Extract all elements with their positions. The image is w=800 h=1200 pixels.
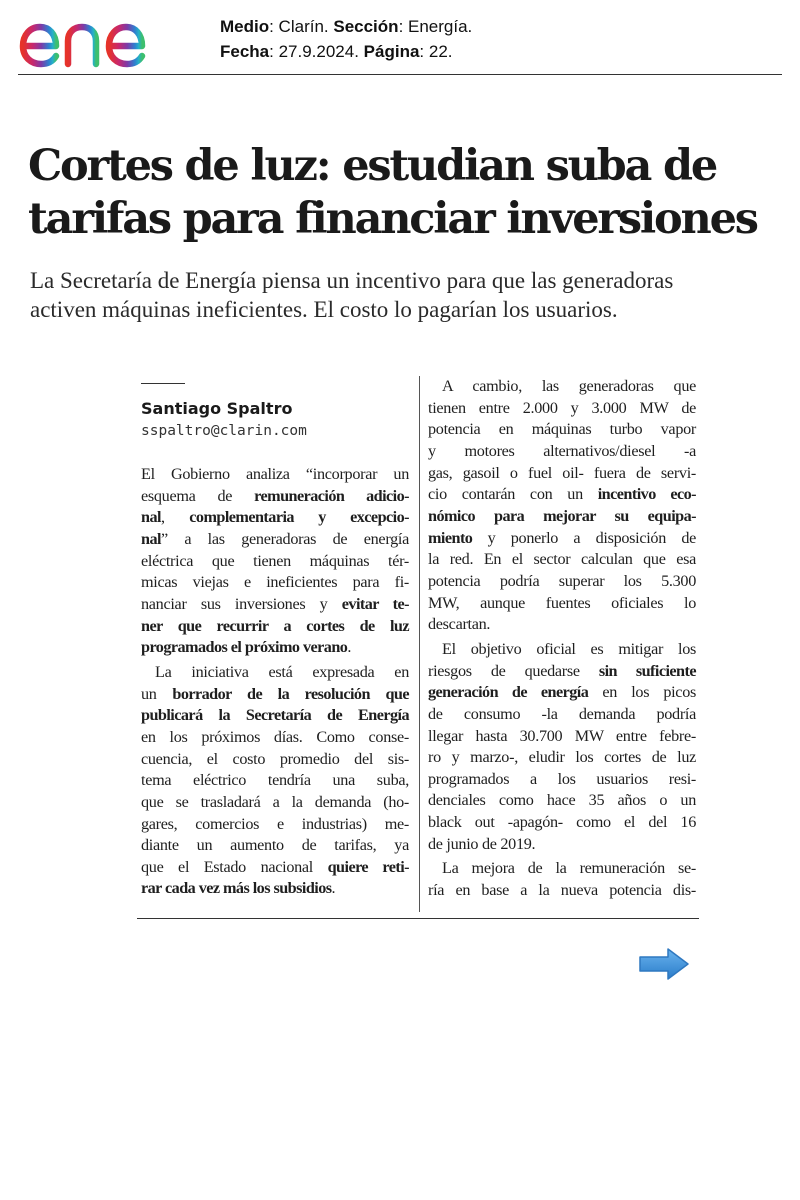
text-line: diante un aumento de tarifas, ya <box>141 836 409 855</box>
pagina-value: : 22. <box>419 42 453 61</box>
author-email[interactable]: sspaltro@clarin.com <box>141 423 307 439</box>
text-line: denciales como hace 35 años o un <box>428 791 696 810</box>
text-line: potencia en máquinas turbo vapor <box>428 420 696 439</box>
article-bottom-divider <box>137 918 699 919</box>
enel-logo <box>18 6 190 75</box>
text-line: tienen entre 2.000 y 3.000 MW de <box>428 398 696 417</box>
text-line: programados a los usuarios resi- <box>428 769 696 788</box>
text-line: nanciar sus inversiones y evitar te- <box>141 594 409 613</box>
text-line: gares, comercios e industrias) me- <box>141 814 409 833</box>
meta-line-2 <box>220 39 472 64</box>
text-line: rar cada vez más los subsidios. <box>141 879 336 898</box>
text-line: nal, complementaria y excepcio- <box>141 508 409 527</box>
pagina-label: Página <box>363 42 420 61</box>
meta-line-1 <box>220 14 472 39</box>
text-line: El objetivo oficial es mitigar los <box>442 639 696 658</box>
author-name: Santiago Spaltro <box>141 399 293 418</box>
subhead-line: activen máquinas ineficientes. El costo lo pagarían los usuarios. <box>30 297 618 322</box>
article-subhead <box>30 266 790 324</box>
fecha-value: : 27.9.2024. <box>269 42 364 61</box>
text-line: descartan. <box>428 615 491 634</box>
article-column-right <box>428 376 696 902</box>
text-line: programados el próximo verano. <box>141 638 352 657</box>
text-line: miento y ponerlo a disposición de <box>428 528 696 547</box>
subhead-line: La Secretaría de Energía piensa un incentivo para que las generadoras <box>30 268 674 293</box>
headline-line: tarifas para financiar inversiones <box>28 194 757 244</box>
text-line: MW, aunque fuentes oficiales lo <box>428 593 696 612</box>
text-line: gas, gasoil o fuel oil- fuera de servi- <box>428 463 696 482</box>
page-header <box>0 0 800 80</box>
fecha-label: Fecha <box>220 42 270 61</box>
text-line: de consumo -la demanda podría <box>428 704 696 723</box>
text-line: y motores alternativos/diesel -a <box>428 441 696 460</box>
arrow-right-icon[interactable] <box>638 947 690 986</box>
text-line: un borrador de la resolución que <box>141 684 409 703</box>
text-line: ría en base a la nueva potencia dis- <box>428 881 696 900</box>
source-metadata <box>220 14 472 64</box>
text-line: ro y marzo-, eludir los cortes de luz <box>428 748 696 767</box>
text-line: black out -apagón- como el del 16 <box>428 813 696 832</box>
headline-line: Cortes de luz: estudian suba de <box>28 141 716 191</box>
text-line: El Gobierno analiza “incorporar un <box>141 465 409 483</box>
text-line: la red. En el sector calculan que esa <box>428 550 696 569</box>
text-line: publicará la Secretaría de Energía <box>141 706 409 725</box>
text-line: de junio de 2019. <box>428 834 536 853</box>
text-line: en los próximos días. Como conse- <box>141 727 409 746</box>
text-line: nómico para mejorar su equipa- <box>428 506 696 525</box>
text-line: cio contarán con un incentivo eco- <box>428 485 697 504</box>
text-line: tema eléctrico tendría una suba, <box>141 771 409 790</box>
medio-label: Medio <box>220 17 270 36</box>
text-line: riesgos de quedarse sin suficiente <box>428 661 696 680</box>
text-line: ner que recurrir a cortes de luz <box>141 616 409 635</box>
article-headline <box>28 140 788 246</box>
byline-divider <box>141 383 185 384</box>
text-line: que el Estado nacional quiere reti- <box>141 857 409 876</box>
text-line: cuencia, el costo promedio del sis- <box>141 749 409 768</box>
text-line: nal” a las generadoras de energía <box>141 529 409 548</box>
seccion-label: Sección <box>333 17 399 36</box>
text-line: A cambio, las generadoras que <box>442 377 696 395</box>
seccion-value: : Energía. <box>398 17 473 36</box>
text-line: eléctrica que tienen máquinas tér- <box>141 551 409 570</box>
medio-value: : Clarín. <box>269 17 334 36</box>
article-column-left <box>141 464 409 900</box>
text-line: esquema de remuneración adicio- <box>141 486 409 505</box>
text-line: llegar hasta 30.700 MW entre febre- <box>428 726 696 745</box>
text-line: La mejora de la remuneración se- <box>442 859 696 878</box>
text-line: generación de energía en los picos <box>428 683 696 702</box>
column-divider <box>419 376 420 912</box>
text-line: La iniciativa está expresada en <box>155 662 409 681</box>
text-line: que se trasladará a la demanda (ho- <box>141 792 409 811</box>
text-line: potencia podría superar los 5.300 <box>428 571 696 590</box>
header-divider <box>18 74 782 75</box>
text-line: micas viejas e ineficientes para fi- <box>141 573 409 592</box>
